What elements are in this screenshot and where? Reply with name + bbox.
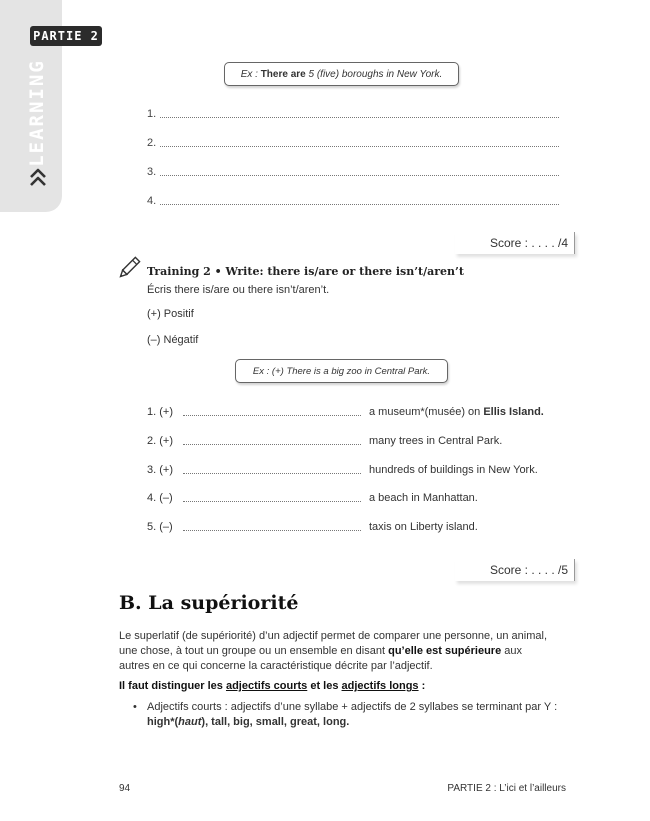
answer-line-1[interactable] xyxy=(147,108,559,120)
line-number: 4. xyxy=(147,195,157,207)
distinguish-post: : xyxy=(418,680,426,692)
line-number: 3. xyxy=(147,166,157,178)
answer-line-3[interactable] xyxy=(147,166,559,178)
dotted-line[interactable] xyxy=(183,522,361,531)
bullet-bold-italic: haut xyxy=(178,716,202,728)
answer-row-1[interactable] xyxy=(147,406,567,418)
dotted-line[interactable] xyxy=(183,436,361,445)
training2-title: Training 2 • Write: there is/are or there isn’t/aren’t xyxy=(147,265,464,278)
dotted-line[interactable] xyxy=(183,407,361,416)
distinguish-pre: Il faut distinguer les xyxy=(119,680,226,692)
para-bold: qu’elle est supérieure xyxy=(388,645,502,657)
answer-label: 2. (+) xyxy=(147,435,173,447)
answer-text-bold: Ellis Island. xyxy=(483,406,544,418)
positive-label: (+) Positif xyxy=(147,308,194,320)
bullet-dot-icon: • xyxy=(133,701,137,713)
bullet-bold-pre: high*( xyxy=(147,716,179,728)
example1-rest: 5 (five) boroughs in New York. xyxy=(305,68,443,80)
dotted-line xyxy=(160,167,559,176)
answer-row-2[interactable] xyxy=(147,435,567,447)
dotted-line xyxy=(160,109,559,118)
score-text-2: Score : . . . . /5 xyxy=(489,563,568,577)
answer-label: 1. (+) xyxy=(147,406,173,418)
answer-row-5[interactable] xyxy=(147,521,567,533)
long-adjectives-term: adjectifs longs xyxy=(341,680,419,692)
line-number: 1. xyxy=(147,108,157,120)
partie-label: PARTIE 2 xyxy=(33,29,99,43)
negative-label: (–) Négatif xyxy=(147,334,199,346)
partie-tab xyxy=(30,26,102,46)
bullet-item xyxy=(133,700,567,730)
section-title: B. La supériorité xyxy=(119,592,299,614)
bullet-text: Adjectifs courts : adjectifs d’une syllabe + adjectifs de 2 syllabes se terminant par Y : xyxy=(147,701,558,713)
training2-instruction: Écris there is/are ou there isn’t/aren’t. xyxy=(147,284,330,296)
answer-label: 4. (–) xyxy=(147,492,173,504)
bullet-bold-post: ), tall, big, small, great, long. xyxy=(201,716,350,728)
page-number: 94 xyxy=(119,783,131,794)
learning-vertical-label xyxy=(26,58,48,168)
distinguish-line xyxy=(119,680,425,692)
answer-line-2[interactable] xyxy=(147,137,559,149)
answer-label: 5. (–) xyxy=(147,521,173,533)
score-box-1 xyxy=(455,232,575,254)
pencil-icon xyxy=(117,255,141,281)
answer-text: a beach in Manhattan. xyxy=(369,492,478,504)
dotted-line[interactable] xyxy=(183,493,361,502)
intro-paragraph xyxy=(119,629,549,674)
answer-line-4[interactable] xyxy=(147,195,559,207)
example1-bold: There are xyxy=(260,68,306,80)
answer-row-4[interactable] xyxy=(147,492,567,504)
dotted-line[interactable] xyxy=(183,465,361,474)
answer-label: 3. (+) xyxy=(147,464,173,476)
example-box-2 xyxy=(235,359,448,383)
short-adjectives-term: adjectifs courts xyxy=(225,680,308,692)
answer-text: a museum*(musée) on xyxy=(369,406,484,418)
dotted-line xyxy=(160,138,559,147)
line-number: 2. xyxy=(147,137,157,149)
answer-text: hundreds of buildings in New York. xyxy=(369,464,538,476)
score-text-1: Score : . . . . /4 xyxy=(489,236,568,250)
learning-label: LEARNING xyxy=(26,59,49,167)
dotted-line xyxy=(160,196,559,205)
para-text-1: Le superlatif (de supériorité) d’un adjectif permet de comparer une personne, un animal, une chose, à tout un groupe ou un ensemble en disant xyxy=(119,630,548,657)
example2-text: Ex : (+) There is a big zoo in Central Park. xyxy=(252,365,431,377)
chapter-footer: PARTIE 2 : L’ici et l’ailleurs xyxy=(447,783,566,794)
double-chevron-up-icon xyxy=(28,166,48,188)
example1-prefix: Ex : xyxy=(240,68,261,80)
answer-row-3[interactable] xyxy=(147,464,567,476)
para-text-2: aux autres en ce qui concerne la caractéristique décrite par l’adjectif. xyxy=(119,645,522,672)
distinguish-mid: et les xyxy=(307,680,342,692)
answer-text: taxis on Liberty island. xyxy=(369,521,478,533)
answer-text: many trees in Central Park. xyxy=(369,435,503,447)
score-box-2 xyxy=(455,559,575,581)
example-box-1 xyxy=(224,62,459,86)
